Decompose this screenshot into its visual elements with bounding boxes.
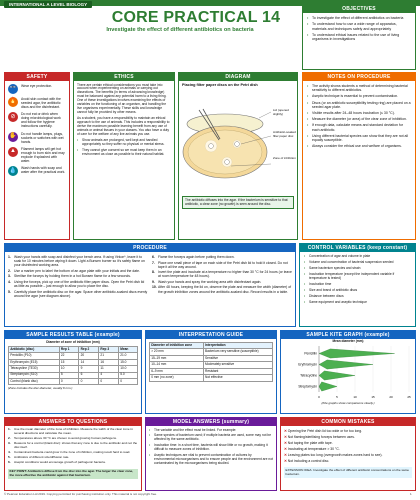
- table-cell: Erythromycin (E15): [9, 359, 60, 365]
- table-cell: 5.0: [119, 372, 138, 378]
- kite-mark: [319, 349, 395, 358]
- answer-item: Temperatures above 30 °C are chosen to avoid growing human pathogens.: [14, 435, 117, 440]
- safety-item: [8, 132, 66, 144]
- cross-icon: ✕: [284, 452, 288, 457]
- page-title: CORE PRACTICAL 14: [111, 9, 281, 26]
- procedure-step: Wash your hands and spray the working area with disinfectant again.: [158, 279, 262, 284]
- table-cell: 5: [59, 372, 79, 378]
- safety-item: [8, 97, 66, 109]
- table-cell: 10: [59, 366, 79, 372]
- note-item: • Discs (or an antibiotic susceptibility testing ring) are placed on a seeded agar plate.: [307, 101, 411, 109]
- petri-dish-diagram: [179, 90, 297, 194]
- objective-item: • To understand how to use a wide range of apparatus, materials and techniques safely and appropriately: [307, 22, 411, 31]
- procedure-step: Place one small piece of tape on each side of the Petri dish lid to hold it closed. Do not tape it all the way around.: [158, 260, 288, 269]
- mistake-item: [284, 429, 412, 433]
- tick-label: 0: [318, 394, 320, 399]
- table-cell: Streptomycin (S10): [9, 372, 60, 378]
- control-variable: • Distance between discs: [304, 295, 411, 299]
- answer-item: Contaminant bacteria could grow in the zone of inhibition, making result hard to read.: [14, 450, 131, 455]
- safety-item: [8, 84, 66, 94]
- control-panel: [299, 243, 416, 327]
- control-variable: • Concentration of agar and volume in plate: [304, 255, 411, 259]
- note-item: • Aseptic technique is essential to prevent contamination.: [307, 94, 411, 98]
- table-cell: 0: [59, 379, 79, 385]
- control-variable: • Incubation time: [304, 283, 411, 287]
- table-cell: 21.0: [119, 353, 138, 359]
- procedure-step: Using the forceps, pick up one of the antibiotic filter paper discs. Open the Petri dish lid as little as possible – just enough to allow you to place the disc.: [14, 279, 145, 288]
- results-panel: [4, 330, 142, 414]
- safety-text: Filament lamps will get hot enough to burn skin and may explode if splashed with water.: [21, 146, 65, 164]
- answer-item: Aseptic conditions would encourage growth of pathogenic bacteria.: [14, 460, 106, 465]
- extension-idea: EXTENSION IDEA: Investigate the effect of different antibiotic concentrations on the same bacterium.: [284, 467, 412, 477]
- note-item: • Using different bacterial species can show that they are not all equally susceptible.: [307, 134, 411, 142]
- ethics-paragraph-1: There are certain ethical considerations you must take into account when experimenting on animals or carrying out dissections. The benefits (in terms of advancing knowledge) must be balanced against any potential harm to a living thing. One of these investigations involves examining the effects of variables on the functioning of an organism, and handling the live organisms experimentally. These skills and knowledge cannot fully be provided by other means.: [77, 82, 167, 115]
- control-variable: • Same equipment and aseptic technique: [304, 301, 411, 305]
- hand-icon: ✋: [8, 132, 18, 142]
- procedure-steps-right: [152, 255, 292, 299]
- table-cell: 6: [79, 372, 99, 378]
- mistakes-title: COMMON MISTAKES: [281, 418, 415, 426]
- table-cell: 22: [59, 353, 79, 359]
- table-cell: Moderately sensitive: [203, 362, 272, 368]
- course-tag: INTERNATIONAL A LEVEL BIOLOGY: [4, 1, 92, 8]
- cross-icon: ✕: [284, 428, 288, 433]
- safety-item: [8, 166, 66, 176]
- mistake-text: Leaving plates too long (overgrowth makes zones hard to see).: [287, 452, 383, 457]
- results-table: [8, 346, 138, 386]
- note-item: • The activity shows students a method of determining bacterial sensitivity to different antibiotics.: [307, 84, 411, 92]
- control-variable: • Incubation temperature (except the independent variable if temperature is tested): [304, 273, 411, 281]
- safety-text: Do not handle lamps, plugs, sockets or switches with wet hands.: [21, 131, 64, 144]
- table-cell: > 20 mm: [150, 349, 204, 355]
- procedure-step: Carefully place the antibiotic disc on the agar. Space other antibiotic-soaked discs evenly around the agar (see diagram above).: [14, 289, 148, 298]
- category-label: Tetracycline: [300, 373, 317, 378]
- model-answer-item: • Incubation time: in a short time, bacteria will show little or no growth, making it difficult to measure zones of inhibition.: [149, 444, 273, 452]
- mistake-text: Not including a control disc.: [287, 458, 330, 463]
- safety-text: Wash hands with soap and water after the practical work.: [21, 166, 66, 175]
- antibiotic-disc: [235, 141, 240, 146]
- table-row: [150, 375, 273, 381]
- kite-title: SAMPLE KITE GRAPH (example): [281, 331, 415, 339]
- kite-panel: [280, 330, 416, 414]
- table-header: Rep 2: [79, 346, 99, 352]
- table-cell: 14: [79, 359, 99, 365]
- diagram-caption: Placing filter paper discs on the Petri dish: [182, 83, 258, 87]
- answers-title: ANSWERS TO QUESTIONS: [5, 418, 141, 426]
- safety-text: Avoid skin contact with the seeded agar, the antibiotic discs and the disinfectant.: [21, 97, 61, 110]
- label-disc: Antibiotic-soaked filter paper disc: [273, 130, 296, 138]
- table-cell: Control (blank disc): [9, 379, 60, 385]
- ethics-bullet: • Show animals are prolonged, well kept and handled appropriately so they suffer no physical or mental stress.: [77, 139, 171, 147]
- procedure-step: Wash your hands with soap and disinfect your bench area. If using Virkon*, leave it to soak for 10 minutes before wiping it down. Light a Bunsen burner so it's safely flame on your disinfected working area.: [14, 255, 145, 268]
- note-item: • If enough data, calculate means and standard deviation for each antibiotic.: [307, 123, 411, 131]
- diagram-note: The antibiotic diffuses into the agar. If the bacterium is sensitive to that antibiotic, a clear zone (no growth) is seen around the disc.: [182, 196, 294, 210]
- objectives-panel: [302, 4, 416, 70]
- mistake-text: Opening the Petri dish lid too wide or for too long.: [287, 428, 363, 433]
- mistakes-list: [281, 426, 415, 467]
- table-cell: 9: [79, 366, 99, 372]
- table-cell: 16: [99, 359, 119, 365]
- mistake-item: [284, 435, 412, 439]
- kite-graph: [281, 344, 415, 402]
- no-eat-icon: ⊘: [8, 112, 18, 122]
- model-panel: [145, 417, 277, 491]
- results-title: SAMPLE RESULTS TABLE (example): [5, 331, 141, 339]
- table-cell: 15–19 mm: [150, 355, 204, 361]
- table-cell: 11: [99, 366, 119, 372]
- tick-label: 10: [353, 394, 357, 399]
- model-answer-item: • The variable and the effect must be linked. For example:: [149, 429, 273, 433]
- safety-item: [8, 112, 66, 128]
- safety-text: Do not eat or drink when doing microbiological work and follow the hygiene instructions carefully.: [21, 112, 61, 129]
- procedure-panel: [4, 243, 296, 327]
- flame-icon: ▲: [8, 147, 18, 157]
- table-header: Interpretation: [203, 343, 272, 349]
- category-label: Erythromycin: [298, 362, 317, 367]
- notes-panel: [302, 72, 416, 240]
- objectives-title: OBJECTIVES: [303, 5, 415, 13]
- safety-panel: [4, 72, 70, 240]
- note-item: • Always consider the ethical use and welfare of organisms.: [307, 144, 411, 148]
- diagram-panel: [178, 72, 298, 240]
- safety-text: Wear eye protection.: [21, 84, 53, 88]
- antibiotic-disc: [225, 159, 230, 164]
- table-header: Diameter of inhibition zone: [150, 343, 204, 349]
- table-row: [9, 379, 138, 385]
- mistake-item: [284, 459, 412, 463]
- table-header: Mean: [119, 346, 138, 352]
- answer-item: Reasons for a control (blank disc): shows that any zone is due to the antibiotic and not the disc itself.: [14, 441, 138, 449]
- procedure-step: Sterilise the forceps by holding them in a hot Bunsen flame for a few seconds.: [14, 274, 131, 279]
- wash-icon: 💧: [8, 166, 18, 176]
- table-header: Antibiotic (disc): [9, 346, 60, 352]
- label-lid: Lid (opened slightly): [273, 108, 289, 116]
- table-cell: 0 mm (no zone): [150, 375, 204, 381]
- model-title: MODEL ANSWERS (summary): [146, 418, 276, 426]
- results-col-head: Diameter of zone of inhibition (mm): [46, 340, 100, 344]
- mistake-text: Incubating at temperature > 30 °C.: [287, 446, 340, 451]
- page-number: 1: [410, 492, 412, 496]
- key-point: KEY POINT: Antibiotics diffuse from the disc into the agar. The larger the clear zone, the more effective the antibiotic against that bacterium.: [8, 469, 138, 479]
- table-cell: 20: [79, 353, 99, 359]
- results-footnote: (Zone includes the disc diameter, usually 6 mm.): [8, 385, 73, 390]
- ethics-panel: [73, 72, 175, 240]
- agar-surface: [188, 130, 262, 174]
- cross-icon: ✕: [284, 458, 288, 463]
- table-cell: 6–9 mm: [150, 368, 204, 374]
- label-zone: Zone of inhibition: [273, 156, 296, 160]
- control-variable: • Size and brand of antibiotic discs: [304, 289, 411, 293]
- diagram-title: DIAGRAM: [179, 73, 297, 81]
- guide-panel: [145, 330, 277, 414]
- goggles-icon: 👓: [8, 84, 18, 94]
- guide-title: INTERPRETATION GUIDE: [146, 331, 276, 339]
- mistake-item: [284, 447, 412, 451]
- kite-mark: [319, 382, 337, 391]
- kite-header: Mean diameter (mm): [332, 339, 364, 343]
- procedure-step: Invert the plate and incubate at a temperature no higher than 30 °C for 24 hours (or leave at room temperature for 48 hours).: [158, 270, 292, 279]
- ethics-paragraph-2: As a student, you have a responsibility to maintain an ethical approach to the use of animals. This includes a responsibility to derive the maximum possible learning benefit from any use of animals or animal tissues in your classes. You also have a duty of care for the welfare of any live animals you use.: [77, 116, 170, 136]
- model-list: [146, 426, 276, 471]
- table-cell: 0: [99, 379, 119, 385]
- table-cell: Sensitive: [203, 355, 272, 361]
- notes-title: NOTES ON PROCEDURE: [303, 73, 415, 81]
- objectives-list: [303, 13, 415, 47]
- safety-item: [8, 147, 66, 163]
- model-answer-item: • Aseptic techniques are vital to prevent contamination of cultures by environmental microorganisms and to ensure people and the environment are not contaminated by the microorganisms being studied.: [149, 454, 273, 466]
- table-cell: 4: [99, 372, 119, 378]
- table-cell: Resistant: [203, 368, 272, 374]
- notes-list: [303, 81, 415, 153]
- table-header: Rep 3: [99, 346, 119, 352]
- objective-item: • To understand ethical issues related to the use of living organisms in investigations: [307, 33, 411, 42]
- note-item: • Visible results after 24–48 hours incubation (≤ 30 °C).: [307, 111, 411, 115]
- ethics-title: ETHICS: [74, 73, 174, 81]
- table-cell: 21: [99, 353, 119, 359]
- table-cell: Penicillin (P10): [9, 353, 60, 359]
- answer-item: Use the mean diameter of the zone of inhibition. Measure the width of the clear zone in several directions and calculate the mean.: [14, 427, 133, 435]
- procedure-step: Flame the forceps again before putting them down.: [158, 255, 235, 259]
- guide-table: [149, 342, 273, 382]
- mistake-item: [284, 453, 412, 457]
- footer-copyright: © Pearson Education Ltd 2019. Copying permitted for purchasing institution only. This material is not copyright free.: [4, 492, 158, 496]
- cross-icon: ✕: [284, 446, 288, 451]
- safety-title: SAFETY: [5, 73, 69, 81]
- mistake-item: [284, 441, 412, 445]
- safety-list: [5, 81, 69, 182]
- tick-label: 5: [336, 394, 338, 399]
- control-variable: • Volume and concentration of bacterial suspension seeded: [304, 261, 411, 265]
- mistakes-panel: [280, 417, 416, 491]
- category-label: Penicillin: [304, 351, 317, 356]
- control-list: [300, 252, 415, 310]
- table-header: Rep 1: [59, 346, 79, 352]
- table-cell: 15.0: [119, 359, 138, 365]
- procedure-step: Use a marker pen to label the bottom of an agar plate with your initials and the date.: [14, 268, 140, 273]
- table-cell: Bacterium very sensitive (susceptible): [203, 349, 272, 355]
- kite-mark: [319, 360, 373, 369]
- ethics-bullet: • They cannot give consent so we must keep them in an environment as close as possible to their natural habitat.: [77, 149, 171, 157]
- ethics-bullets: [77, 139, 171, 157]
- kite-legend: (Kite graphs show comparisons clearly.): [321, 400, 375, 405]
- cross-icon: ✕: [284, 440, 288, 445]
- table-cell: 10.0: [119, 366, 138, 372]
- note-item: • Measure the diameter (or area) of the clear zone of inhibition.: [307, 117, 411, 121]
- table-cell: 0: [119, 379, 138, 385]
- category-label: Streptomycin: [298, 384, 317, 389]
- page-subtitle: Investigate the effect of different antibiotics on bacteria: [106, 27, 254, 33]
- model-answer-item: • Same species of bacterium used; if multiple bacteria are used, some may not be affected by the same antibiotic.: [149, 434, 273, 442]
- tick-label: 15: [371, 394, 375, 399]
- table-cell: Tetracycline (TE30): [9, 366, 60, 372]
- tick-label: 20: [389, 394, 393, 399]
- antibiotic-disc: [209, 143, 214, 148]
- table-cell: 10–14 mm: [150, 362, 204, 368]
- answers-list: [5, 426, 141, 469]
- answer-item: Antibiotics of different size/diffusion rate.: [14, 455, 70, 460]
- candle-icon: 🔥: [8, 97, 18, 107]
- procedure-step: After 48 hours, keeping the lid on, observe the plate and measure the width (diameter) of the growth inhibition zones around the antibiotic-soaked disc. Record results in a table.: [158, 285, 292, 294]
- procedure-steps-left: [8, 255, 148, 299]
- objective-item: • To investigate the effect of different antibiotics on bacteria: [307, 16, 411, 20]
- table-cell: 0: [79, 379, 99, 385]
- cross-icon: ✕: [284, 434, 288, 439]
- mistake-text: Not taping the plate with tape.: [287, 440, 333, 445]
- table-cell: Not effective: [203, 375, 272, 381]
- control-variable: • Same bacterium species and strain: [304, 267, 411, 271]
- label-leader: [259, 112, 271, 118]
- table-cell: 15: [59, 359, 79, 365]
- tick-label: 25: [407, 394, 411, 399]
- mistake-text: Not flaming/sterilising forceps between uses.: [287, 434, 355, 439]
- answers-panel: [4, 417, 142, 491]
- control-title: CONTROL VARIABLES (keep constant): [300, 244, 415, 252]
- procedure-title: PROCEDURE: [5, 244, 295, 252]
